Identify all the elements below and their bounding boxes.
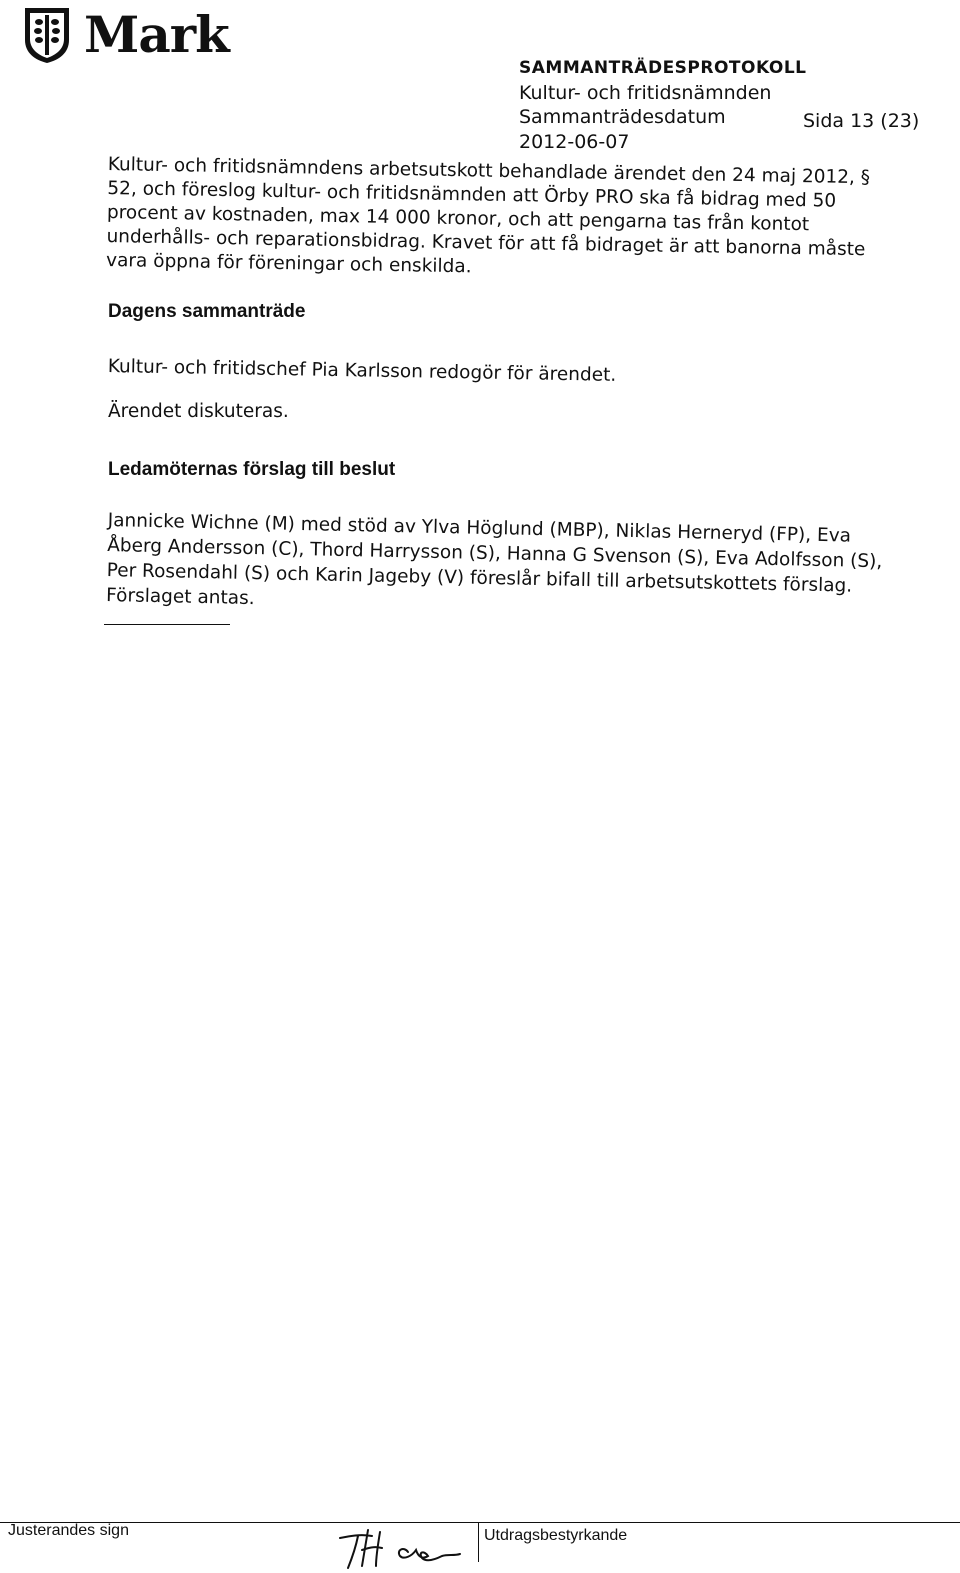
footer-column-divider <box>478 1522 479 1562</box>
heading-proposals: Ledamöternas förslag till beslut <box>108 459 396 480</box>
coat-of-arms-icon <box>22 6 72 64</box>
handwritten-signature <box>338 1526 468 1570</box>
document-type: SAMMANTRÄDESPROTOKOLL <box>519 58 807 78</box>
intro-paragraph: Kultur- och fritidsnämndens arbetsutskott behandlade ärendet den 24 maj 2012, § 52, och föreslog kultur- och fritidsnämnden att Örby PRO ska få bidrag med 50 procent av kostnaden, max 14 000 kronor, och att pengarna tas från kontot underhålls- och reparationsbidrag. Kravet för att få bidraget är att banorna måste vara öppna för föreningar och enskilda. <box>105 153 871 278</box>
heading-meeting: Dagens sammanträde <box>108 301 306 322</box>
utdragsbestyrkande-label: Utdragsbestyrkande <box>484 1527 628 1544</box>
meeting-line-1: Kultur- och fritidschef Pia Karlsson redogör för ärendet. <box>107 356 617 386</box>
logo-wordmark: Mark <box>84 5 229 64</box>
proposals-paragraph: Jannicke Wichne (M) med stöd av Ylva Höglund (MBP), Niklas Herneryd (FP), Eva Åberg Andersson (C), Thord Harrysson (S), Hanna G Svenson (S), Eva Adolfsson (S), Per Rosendahl (S) och Karin Jageby (V) föreslår bifall till arbetsutskottets förslag. Förslaget antas. <box>105 509 883 610</box>
committee-name: Kultur- och fritidsnämnden <box>519 82 772 104</box>
section-divider <box>104 624 230 625</box>
meeting-date: 2012-06-07 <box>519 131 630 153</box>
page-number: Sida 13 (23) <box>803 110 920 132</box>
meeting-line-2: Ärendet diskuteras. <box>108 401 289 422</box>
municipality-logo <box>22 4 262 66</box>
footer-divider <box>0 1522 960 1523</box>
meeting-date-label: Sammanträdesdatum <box>519 106 726 128</box>
justerandes-sign-label: Justerandes sign <box>8 1522 129 1539</box>
